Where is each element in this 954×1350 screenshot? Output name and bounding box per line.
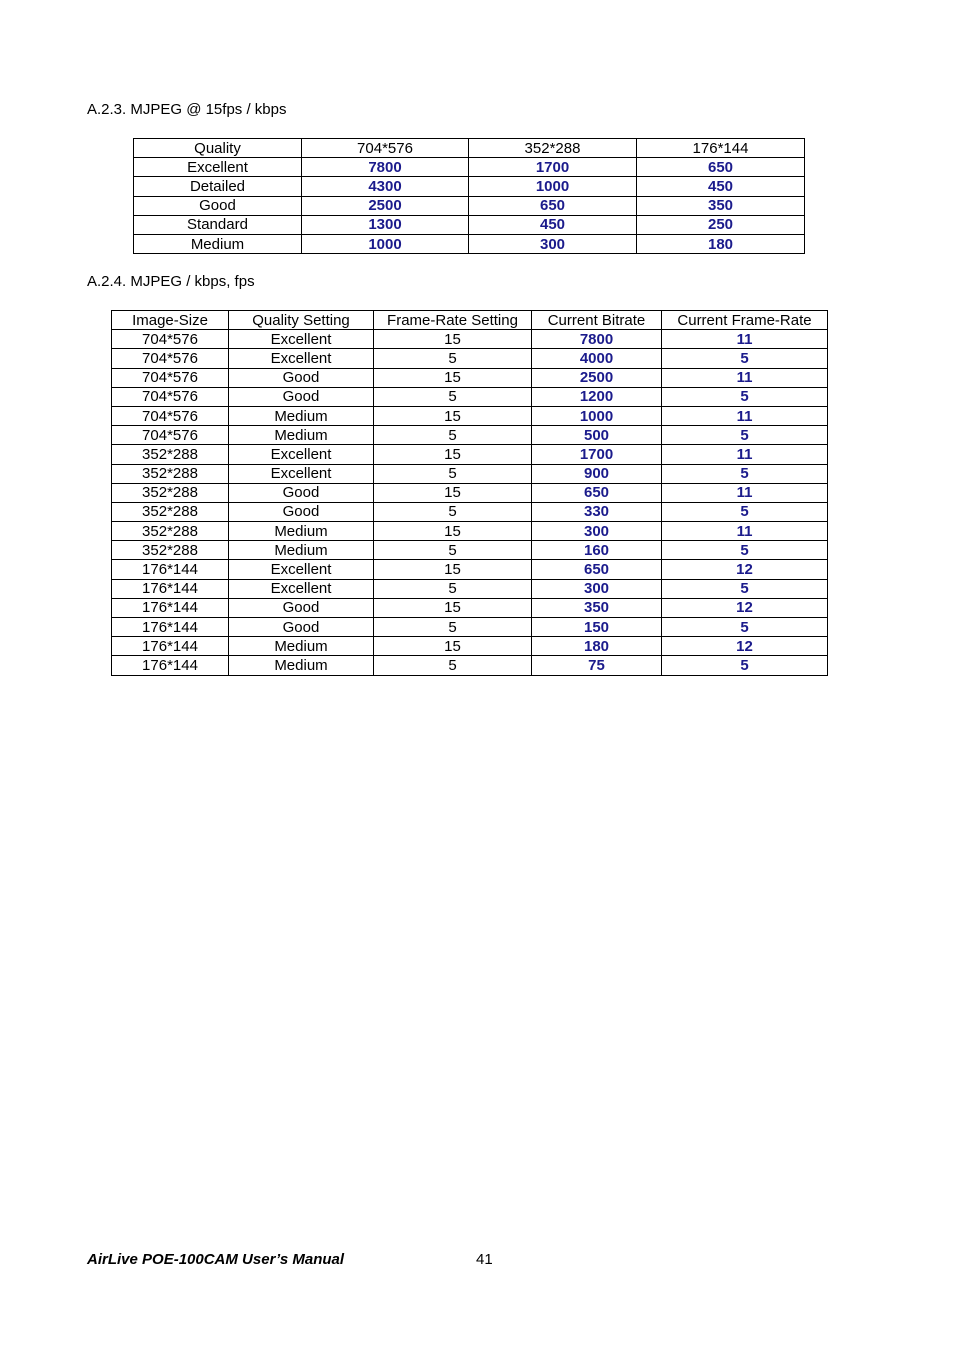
label-cell: 5: [374, 656, 532, 675]
value-cell: 1200: [532, 387, 662, 406]
value-cell: 7800: [532, 330, 662, 349]
label-cell: Good: [229, 598, 374, 617]
label-cell: 15: [374, 368, 532, 387]
value-cell: 2500: [302, 196, 469, 215]
value-cell: 500: [532, 426, 662, 445]
column-header: 176*144: [637, 139, 805, 158]
label-cell: 15: [374, 483, 532, 502]
value-cell: 650: [637, 158, 805, 177]
label-cell: Good: [229, 618, 374, 637]
table-row: [112, 464, 828, 483]
table-row: [112, 406, 828, 425]
label-cell: 15: [374, 445, 532, 464]
label-cell: Excellent: [229, 560, 374, 579]
label-cell: Medium: [134, 234, 302, 253]
column-header: Current Frame-Rate: [662, 311, 828, 330]
value-cell: 300: [532, 579, 662, 598]
label-cell: 5: [374, 349, 532, 368]
label-cell: 5: [374, 387, 532, 406]
table-header-row: [112, 311, 828, 330]
label-cell: 704*576: [112, 406, 229, 425]
value-cell: 300: [469, 234, 637, 253]
value-cell: 160: [532, 541, 662, 560]
table-row: [112, 330, 828, 349]
table-row: [112, 656, 828, 675]
value-cell: 11: [662, 445, 828, 464]
value-cell: 350: [637, 196, 805, 215]
label-cell: 704*576: [112, 387, 229, 406]
label-cell: 704*576: [112, 368, 229, 387]
value-cell: 350: [532, 598, 662, 617]
value-cell: 900: [532, 464, 662, 483]
label-cell: Excellent: [229, 464, 374, 483]
value-cell: 1000: [532, 406, 662, 425]
table-row: [112, 445, 828, 464]
label-cell: 15: [374, 406, 532, 425]
table-row: [112, 368, 828, 387]
label-cell: 5: [374, 618, 532, 637]
label-cell: 5: [374, 579, 532, 598]
value-cell: 650: [532, 483, 662, 502]
table-row: [134, 234, 805, 253]
value-cell: 11: [662, 483, 828, 502]
table-row: [134, 196, 805, 215]
section-heading-mjpeg-15fps: A.2.3. MJPEG @ 15fps / kbps: [87, 101, 287, 118]
value-cell: 4300: [302, 177, 469, 196]
label-cell: 5: [374, 426, 532, 445]
table-row: [112, 579, 828, 598]
value-cell: 11: [662, 406, 828, 425]
value-cell: 12: [662, 560, 828, 579]
label-cell: 176*144: [112, 579, 229, 598]
table-row: [112, 522, 828, 541]
value-cell: 5: [662, 618, 828, 637]
label-cell: Excellent: [229, 330, 374, 349]
value-cell: 5: [662, 656, 828, 675]
label-cell: 176*144: [112, 560, 229, 579]
bitrate-framerate-table: [111, 310, 828, 676]
label-cell: 352*288: [112, 445, 229, 464]
label-cell: Medium: [229, 522, 374, 541]
value-cell: 5: [662, 426, 828, 445]
label-cell: 352*288: [112, 483, 229, 502]
value-cell: 5: [662, 502, 828, 521]
value-cell: 1000: [469, 177, 637, 196]
value-cell: 11: [662, 522, 828, 541]
label-cell: Excellent: [229, 445, 374, 464]
value-cell: 5: [662, 579, 828, 598]
label-cell: Medium: [229, 656, 374, 675]
table-row: [112, 598, 828, 617]
label-cell: Good: [229, 502, 374, 521]
label-cell: 352*288: [112, 502, 229, 521]
section-heading-mjpeg-kbps-fps: A.2.4. MJPEG / kbps, fps: [87, 273, 255, 290]
label-cell: 15: [374, 598, 532, 617]
value-cell: 5: [662, 349, 828, 368]
table-row: [112, 541, 828, 560]
table-row: [134, 177, 805, 196]
label-cell: 176*144: [112, 637, 229, 656]
label-cell: Detailed: [134, 177, 302, 196]
value-cell: 450: [469, 215, 637, 234]
table-header-row: [134, 139, 805, 158]
column-header: Frame-Rate Setting: [374, 311, 532, 330]
value-cell: 5: [662, 387, 828, 406]
table-row: [134, 215, 805, 234]
table-row: [112, 349, 828, 368]
value-cell: 2500: [532, 368, 662, 387]
label-cell: 704*576: [112, 349, 229, 368]
table-row: [112, 637, 828, 656]
table-row: [134, 158, 805, 177]
value-cell: 1300: [302, 215, 469, 234]
column-header: Quality: [134, 139, 302, 158]
column-header: Current Bitrate: [532, 311, 662, 330]
label-cell: 15: [374, 560, 532, 579]
value-cell: 5: [662, 464, 828, 483]
value-cell: 4000: [532, 349, 662, 368]
value-cell: 12: [662, 637, 828, 656]
value-cell: 180: [532, 637, 662, 656]
value-cell: 1700: [532, 445, 662, 464]
label-cell: 15: [374, 330, 532, 349]
value-cell: 250: [637, 215, 805, 234]
column-header: Quality Setting: [229, 311, 374, 330]
label-cell: 352*288: [112, 522, 229, 541]
label-cell: 5: [374, 464, 532, 483]
value-cell: 330: [532, 502, 662, 521]
label-cell: Standard: [134, 215, 302, 234]
label-cell: 176*144: [112, 598, 229, 617]
label-cell: Excellent: [229, 349, 374, 368]
label-cell: 704*576: [112, 330, 229, 349]
label-cell: 352*288: [112, 464, 229, 483]
label-cell: Medium: [229, 541, 374, 560]
label-cell: 15: [374, 522, 532, 541]
column-header: 352*288: [469, 139, 637, 158]
label-cell: Medium: [229, 406, 374, 425]
value-cell: 650: [532, 560, 662, 579]
label-cell: 15: [374, 637, 532, 656]
label-cell: 5: [374, 502, 532, 521]
value-cell: 12: [662, 598, 828, 617]
label-cell: 352*288: [112, 541, 229, 560]
label-cell: Excellent: [134, 158, 302, 177]
table-row: [112, 483, 828, 502]
label-cell: 704*576: [112, 426, 229, 445]
bitrate-table-15fps: [133, 138, 805, 254]
value-cell: 180: [637, 234, 805, 253]
label-cell: Good: [229, 483, 374, 502]
value-cell: 650: [469, 196, 637, 215]
table-row: [112, 560, 828, 579]
column-header: Image-Size: [112, 311, 229, 330]
value-cell: 1700: [469, 158, 637, 177]
value-cell: 7800: [302, 158, 469, 177]
label-cell: 176*144: [112, 656, 229, 675]
column-header: 704*576: [302, 139, 469, 158]
table-row: [112, 618, 828, 637]
footer-page-number: 41: [476, 1251, 493, 1268]
value-cell: 11: [662, 330, 828, 349]
label-cell: 176*144: [112, 618, 229, 637]
value-cell: 450: [637, 177, 805, 196]
value-cell: 75: [532, 656, 662, 675]
label-cell: Medium: [229, 426, 374, 445]
value-cell: 300: [532, 522, 662, 541]
label-cell: Excellent: [229, 579, 374, 598]
footer-manual-title: AirLive POE-100CAM User’s Manual: [87, 1251, 345, 1268]
label-cell: Good: [229, 387, 374, 406]
value-cell: 150: [532, 618, 662, 637]
label-cell: Medium: [229, 637, 374, 656]
table-row: [112, 426, 828, 445]
label-cell: Good: [229, 368, 374, 387]
value-cell: 1000: [302, 234, 469, 253]
table-row: [112, 387, 828, 406]
label-cell: Good: [134, 196, 302, 215]
value-cell: 5: [662, 541, 828, 560]
table-row: [112, 502, 828, 521]
value-cell: 11: [662, 368, 828, 387]
label-cell: 5: [374, 541, 532, 560]
